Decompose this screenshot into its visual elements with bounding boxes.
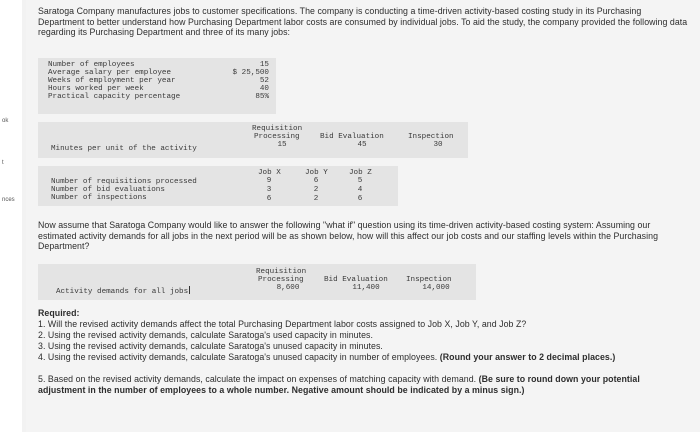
job-z-value: 5 — [357, 177, 363, 185]
required-heading: Required: — [38, 308, 80, 318]
job-y-value: 2 — [313, 186, 319, 194]
jobs-row-label: Number of bid evaluations — [51, 186, 165, 194]
jobs-header-z: Job Z — [349, 169, 372, 177]
dept-value-4: 85% — [255, 93, 269, 101]
job-x-value: 3 — [266, 186, 272, 194]
demand-row-label: Activity demands for all jobs — [56, 288, 189, 296]
dept-label-1: Average salary per employee — [48, 69, 172, 77]
required-item-3: 3. Using the revised activity demands, calculate Saratoga's unused capacity in minutes. — [38, 341, 383, 351]
job-y-value: 6 — [313, 177, 319, 185]
problem-page — [26, 0, 700, 432]
minutes-header-req-line1: Requisition — [252, 125, 303, 133]
dept-label-4: Practical capacity percentage — [48, 93, 181, 101]
minutes-value-inspection: 30 — [433, 141, 443, 149]
demand-value-req: 8,600 — [276, 284, 300, 292]
dept-label-0: Number of employees — [48, 61, 135, 69]
minutes-row-label: Minutes per unit of the activity — [51, 145, 197, 153]
text-cursor — [189, 286, 190, 294]
minutes-value-bid: 45 — [357, 141, 367, 149]
required-item-4: 4. Using the revised activity demands, calculate Saratoga's unused capacity in number of employees. (Round your answer to 2 decimal places.) — [38, 352, 616, 362]
demand-value-bid: 11,400 — [352, 284, 380, 292]
demand-header-inspection: Inspection — [406, 276, 452, 284]
jobs-row-label: Number of requisitions processed — [51, 178, 197, 186]
jobs-row-label: Number of inspections — [51, 194, 147, 202]
edge-label: ok — [2, 118, 9, 124]
job-y-value: 2 — [313, 195, 319, 203]
left-edge-strip — [0, 0, 22, 432]
jobs-header-x: Job X — [258, 169, 281, 177]
dept-label-3: Hours worked per week — [48, 85, 144, 93]
job-z-value: 4 — [357, 186, 363, 194]
demand-header-bid: Bid Evaluation — [324, 276, 388, 284]
demand-header-req-line1: Requisition — [256, 268, 307, 276]
edge-label: t — [2, 160, 4, 166]
job-x-value: 6 — [266, 195, 272, 203]
minutes-value-req: 15 — [277, 141, 287, 149]
minutes-header-bid: Bid Evaluation — [320, 133, 384, 141]
whatif-paragraph: Now assume that Saratoga Company would like to answer the following "what if" question using its time-driven activity-based costing system: Assuming our estimated activity demands for all jobs in the next period will be as shown below, how will this affect our job costs and our staffing levels within the Purchasing Department? — [38, 220, 659, 252]
minutes-header-req-line2: Processing — [254, 133, 300, 141]
dept-value-0: 15 — [259, 61, 269, 69]
demand-header-req-line2: Processing — [258, 276, 304, 284]
intro-paragraph: Saratoga Company manufactures jobs to customer specifications. The company is conducting a time-driven activity-based costing study in its Purchasing Department to better understand how Purchasing Department labor costs are consumed by individual jobs. To aid the study, the company provided the following data regarding its Purchasing Department and three of its many jobs: — [38, 6, 688, 38]
dept-value-1: $ 25,500 — [232, 69, 269, 77]
required-item-1: 1. Will the revised activity demands affect the total Purchasing Department labor costs assigned to Job X, Job Y, and Job Z? — [38, 319, 527, 329]
dept-value-3: 40 — [259, 85, 269, 93]
demand-value-inspection: 14,000 — [422, 284, 450, 292]
dept-label-2: Weeks of employment per year — [48, 77, 176, 85]
dept-value-2: 52 — [259, 77, 269, 85]
minutes-header-inspection: Inspection — [408, 133, 454, 141]
required-item-2: 2. Using the revised activity demands, calculate Saratoga's used capacity in minutes. — [38, 330, 374, 340]
job-x-value: 9 — [266, 177, 272, 185]
required-item-5: 5. Based on the revised activity demands, calculate the impact on expenses of matching capacity with demand. (Be sure to round down your potential adjustment in the number of employees to a whole number. Negative amount should be indicated by a minus sign.) — [38, 374, 640, 395]
edge-label: nces — [2, 197, 15, 203]
jobs-header-y: Job Y — [305, 169, 328, 177]
job-z-value: 6 — [357, 195, 363, 203]
